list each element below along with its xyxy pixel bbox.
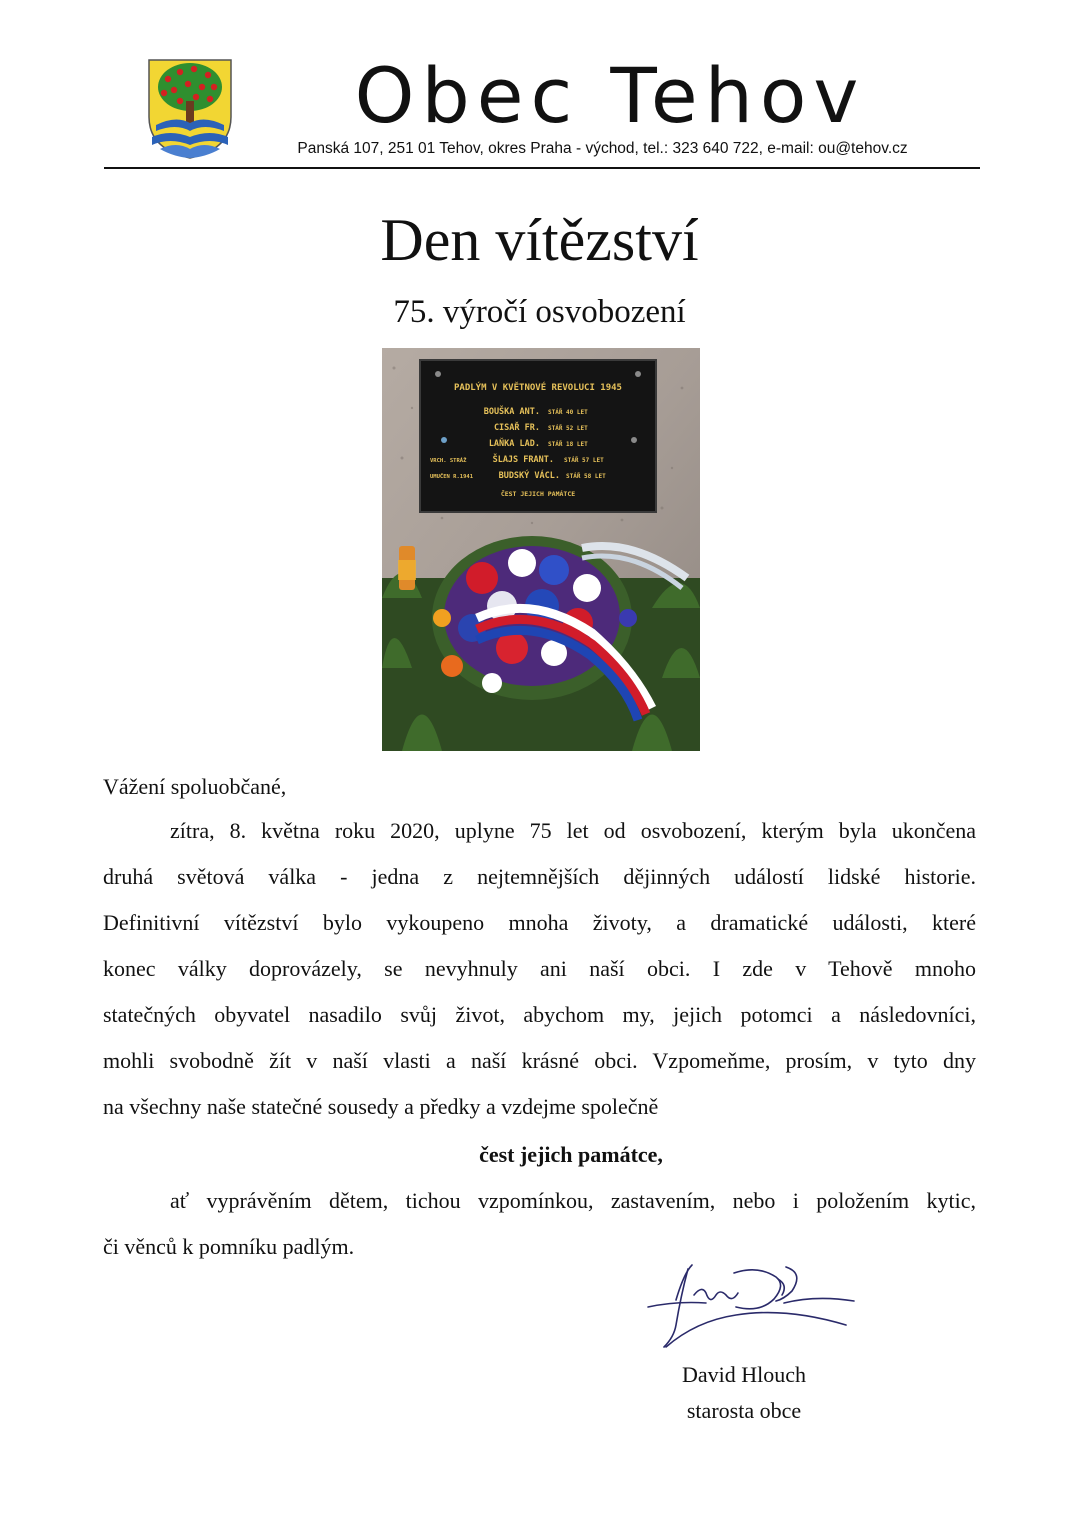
body-line: konec války doprovázely, se nevyhnuly ani naší obci. I zde v Tehově mnoho — [103, 956, 976, 981]
closing-line: ať vyprávěním dětem, tichou vzpomínkou, zastavením, nebo i položením kytic, — [170, 1188, 976, 1213]
salutation: Vážení spoluobčané, — [103, 774, 287, 799]
body-line: zítra, 8. května roku 2020, uplyne 75 let od osvobození, kterým byla ukončena — [170, 818, 976, 843]
plaque-age: STÁŘ 58 LET — [566, 473, 606, 480]
plaque-name: CISAŘ FR. — [493, 423, 540, 433]
plaque-age: STÁŘ 40 LET — [548, 409, 588, 416]
memorial-photo — [382, 348, 700, 751]
page-title: Den vítězství — [380, 207, 699, 273]
signature-icon — [636, 1255, 856, 1355]
body-line: na všechny naše statečné sousedy a předky a vzdejme společně — [103, 1094, 659, 1119]
plaque-prefix: UMUČEN R.1941 — [430, 474, 474, 480]
coat-of-arms-icon — [146, 57, 234, 160]
body-line: mohli svobodně žít v naší vlasti a naší krásné obci. Vzpomeňme, prosím, v tyto dny — [103, 1048, 976, 1073]
tribute-line: čest jejich památce, — [479, 1142, 663, 1167]
plaque-name: ŠLAJS FRANT. — [492, 455, 554, 465]
plaque-age: STÁŘ 57 LET — [564, 457, 604, 464]
plaque-name: LAŇKA LAD. — [488, 439, 540, 449]
page-subtitle: 75. výročí osvobození — [393, 294, 686, 330]
org-address: Panská 107, 251 01 Tehov, okres Praha - východ, tel.: 323 640 722, e-mail: ou@tehov.cz — [297, 140, 908, 157]
plaque-footer: ČEST JEJICH PAMÁTCE — [500, 490, 576, 498]
closing-line: či věnců k pomníku padlým. — [103, 1234, 355, 1259]
plaque-age: STÁŘ 18 LET — [548, 441, 588, 448]
body-line: Definitivní vítězství bylo vykoupeno mnoha životy, a dramatické události, které — [103, 910, 976, 935]
plaque-prefix: VRCH. STRÁŽ — [430, 458, 467, 464]
plaque-age: STÁŘ 52 LET — [548, 425, 588, 432]
org-name: Obec Tehov — [354, 51, 866, 140]
plaque-name: BOUŠKA ANT. — [483, 407, 540, 417]
plaque-heading: PADLÝM V KVĚTNOVÉ REVOLUCI 1945 — [454, 383, 622, 393]
plaque-name: BUDSKÝ VÁCL. — [498, 471, 560, 481]
signer-name: David Hlouch — [681, 1362, 807, 1387]
body-line: druhá světová válka - jedna z nejtemnějších dějinných událostí lidské historie. — [103, 864, 976, 889]
body-line: statečných obyvatel nasadilo svůj život, abychom my, jejich potomci a následovníci, — [103, 1002, 976, 1027]
header-divider — [104, 167, 980, 169]
signer-role: starosta obce — [686, 1398, 802, 1423]
